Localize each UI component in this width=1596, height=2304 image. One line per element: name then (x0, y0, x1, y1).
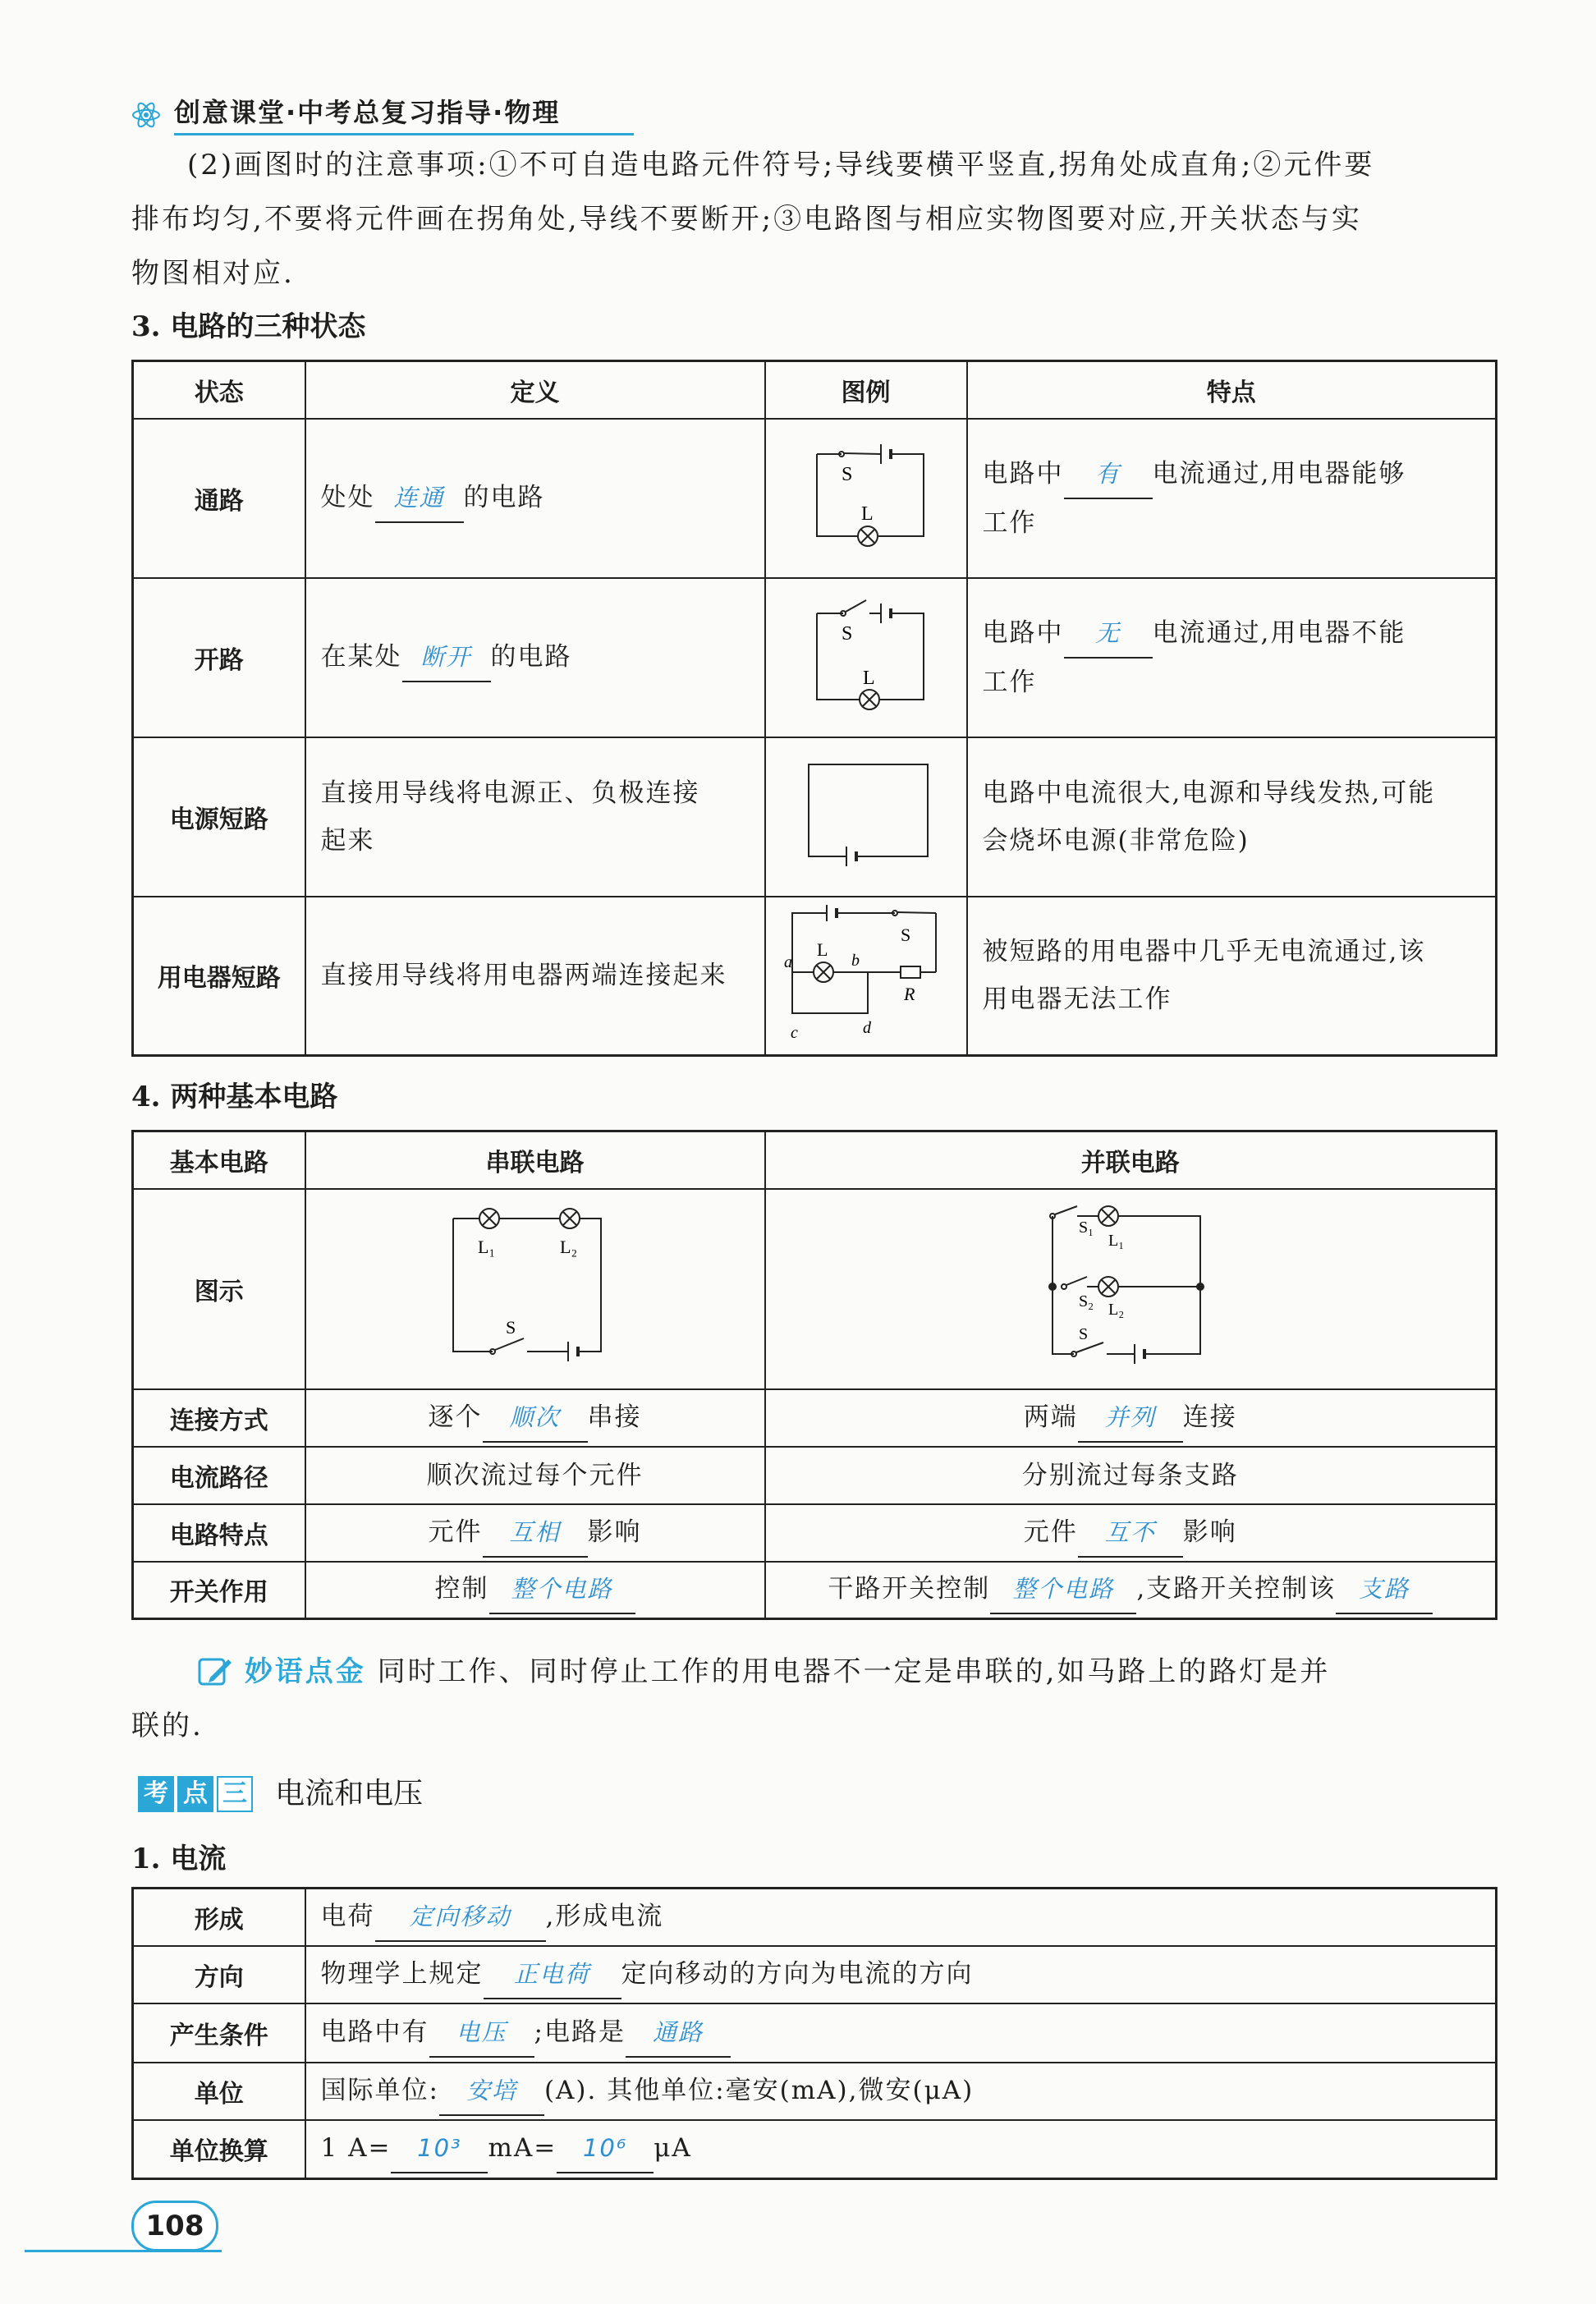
table-row (133, 2120, 1497, 2179)
lamp-l1-label: L₁ (477, 1236, 495, 1257)
table-row (133, 1562, 1497, 1619)
definition-cell: 直接用导线将用电器两端连接起来 (305, 897, 765, 1056)
answer-blank: 定向移动 (375, 1893, 546, 1942)
content-cell: 物理学上规定 正电荷 定向移动的方向为电流的方向 (305, 1946, 1497, 2003)
badge-char-2: 点 (177, 1776, 213, 1812)
parallel-cell: 元件 互不 影响 (765, 1504, 1497, 1562)
content-cell: 电荷 定向移动 ,形成电流 (305, 1889, 1497, 1946)
tip-line-1: 同时工作、同时停止工作的用电器不一定是串联的,如马路上的路灯是并 (377, 1655, 1331, 1688)
row-label: 单位 (133, 2063, 305, 2120)
answer-blank: 有 (1064, 450, 1153, 499)
table-row (133, 2003, 1497, 2063)
pencil-note-icon (197, 1655, 233, 1687)
header-basic-circuit: 基本电路 (133, 1131, 305, 1189)
switch-s2-label: S₂ (1078, 1292, 1094, 1310)
circuit-states-table (131, 360, 1497, 1057)
table-row (133, 737, 1497, 897)
lamp-l1-label: L₁ (1108, 1231, 1124, 1250)
lamp-label: L (862, 667, 875, 689)
basic-circuits-table (131, 1130, 1497, 1620)
answer-blank: 整个电路 (990, 1565, 1136, 1614)
node-d-label: d (862, 1019, 871, 1038)
atom-icon (131, 100, 161, 130)
node-c-label: c (790, 1024, 798, 1043)
header-rule (174, 133, 634, 135)
node-a-label: a (783, 953, 792, 972)
state-label: 开路 (133, 578, 305, 737)
series-cell: 顺次流过每个元件 (305, 1447, 765, 1504)
feature-cell: 被短路的用电器中几乎无电流通过,该 用电器无法工作 (967, 897, 1497, 1056)
answer-blank: 10³ (391, 2124, 488, 2173)
section-3-title: 3. 电路的三种状态 (131, 310, 366, 343)
table-row (133, 1447, 1497, 1504)
content-cell: 电路中有 电压 ;电路是 通路 (305, 2003, 1497, 2063)
state-label: 用电器短路 (133, 897, 305, 1056)
header-state: 状态 (133, 361, 305, 419)
answer-blank: 电压 (429, 2008, 534, 2058)
row-label: 电路特点 (133, 1504, 305, 1562)
table-row (133, 2063, 1497, 2120)
feature-cell: 电路中 有 电流通过,用电器能够 工作 (967, 419, 1497, 578)
lamp-label: L (816, 939, 828, 961)
tip-line-2: 联的. (131, 1710, 204, 1742)
lamp-l2-label: L₂ (1108, 1300, 1124, 1319)
current-section-title: 1. 电流 (131, 1843, 227, 1875)
row-label: 方向 (133, 1946, 305, 2003)
row-label: 电流路径 (133, 1447, 305, 1504)
content-cell: 国际单位: 安培 (A). 其他单位:毫安(mA),微安(μA) (305, 2063, 1497, 2120)
node-b-label: b (851, 952, 860, 971)
tip-paragraph (131, 1645, 1498, 1753)
switch-label: S (841, 622, 852, 645)
answer-blank: 整个电路 (489, 1565, 635, 1614)
state-label: 电源短路 (133, 737, 305, 897)
header-title: 创意课堂·中考总复习指导·物理 (174, 97, 561, 128)
answer-blank: 互相 (483, 1508, 588, 1558)
badge-char-3: 三 (217, 1776, 253, 1812)
content-cell: 1 A= 10³ mA= 10⁶ μA (305, 2120, 1497, 2179)
lamp-l2-label: L₂ (559, 1236, 577, 1257)
open-circuit-diagram (765, 578, 967, 737)
switch-s-label: S (1078, 1324, 1088, 1343)
parallel-cell: 两端 并列 连接 (765, 1389, 1497, 1447)
answer-blank: 并列 (1078, 1393, 1183, 1443)
section-4-title: 4. 两种基本电路 (131, 1081, 338, 1113)
row-label: 开关作用 (133, 1562, 305, 1619)
intro-line-3: 物图相对应. (131, 257, 295, 290)
parallel-cell: 干路开关控制 整个电路 ,支路开关控制该 支路 (765, 1562, 1497, 1619)
appliance-short-circuit-diagram (765, 897, 967, 1056)
series-cell: 元件 互相 影响 (305, 1504, 765, 1562)
table-row (133, 897, 1497, 1056)
series-cell: 控制 整个电路 (305, 1562, 765, 1619)
badge-char-1: 考 (138, 1776, 174, 1812)
source-short-circuit-diagram (765, 737, 967, 897)
table-row (133, 1504, 1497, 1562)
header-parallel: 并联电路 (765, 1131, 1497, 1189)
switch-label: S (505, 1316, 516, 1338)
row-label: 连接方式 (133, 1389, 305, 1447)
table-row (133, 419, 1497, 578)
switch-s1-label: S₁ (1078, 1218, 1094, 1237)
feature-cell: 电路中 无 电流通过,用电器不能 工作 (967, 578, 1497, 737)
diagram-row-label: 图示 (133, 1189, 305, 1389)
header-features: 特点 (967, 361, 1497, 419)
answer-blank: 正电荷 (484, 1950, 621, 1999)
intro-paragraph (131, 138, 1498, 301)
state-label: 通路 (133, 419, 305, 578)
definition-cell: 处处 连通 的电路 (305, 419, 765, 578)
series-cell: 逐个 顺次 串接 (305, 1389, 765, 1447)
resistor-label: R (903, 984, 915, 1005)
header-definition: 定义 (305, 361, 765, 419)
feature-cell: 电路中电流很大,电源和导线发热,可能 会烧坏电源(非常危险) (967, 737, 1497, 897)
table-row (133, 1189, 1497, 1389)
table-row (133, 578, 1497, 737)
parallel-circuit-diagram (765, 1189, 1497, 1389)
row-label: 单位换算 (133, 2120, 305, 2179)
answer-blank: 互不 (1078, 1508, 1183, 1558)
definition-cell: 直接用导线将电源正、负极连接 起来 (305, 737, 765, 897)
kaodian-title: 电流和电压 (275, 1777, 424, 1811)
series-circuit-diagram (305, 1189, 765, 1389)
answer-blank: 顺次 (483, 1393, 588, 1443)
tip-label: 妙语点金 (244, 1655, 366, 1688)
switch-label: S (841, 463, 852, 485)
closed-circuit-diagram (765, 419, 967, 578)
header-series: 串联电路 (305, 1131, 765, 1189)
table-row (133, 1946, 1497, 2003)
answer-blank: 支路 (1336, 1565, 1433, 1614)
table-row (133, 1389, 1497, 1447)
row-label: 形成 (133, 1889, 305, 1946)
parallel-cell: 分别流过每条支路 (765, 1447, 1497, 1504)
header-diagram: 图例 (765, 361, 967, 419)
row-label: 产生条件 (133, 2003, 305, 2063)
answer-blank: 断开 (402, 633, 491, 682)
intro-line-2: 排布均匀,不要将元件画在拐角处,导线不要断开;③电路图与相应实物图要对应,开关状态与实 (131, 203, 1362, 236)
page-number: 108 (131, 2201, 218, 2251)
current-table (131, 1887, 1497, 2180)
answer-blank: 安培 (439, 2067, 544, 2116)
answer-blank: 无 (1064, 609, 1153, 659)
answer-blank: 连通 (375, 474, 464, 523)
switch-label: S (900, 925, 910, 946)
answer-blank: 10⁶ (557, 2124, 654, 2173)
definition-cell: 在某处 断开 的电路 (305, 578, 765, 737)
lamp-label: L (860, 503, 874, 525)
intro-line-1: (2)画图时的注意事项:①不可自造电路元件符号;导线要横平竖直,拐角处成直角;②元件要 (187, 149, 1375, 181)
answer-blank: 通路 (626, 2008, 731, 2058)
table-row (133, 1889, 1497, 1946)
kaodian-badge (138, 1770, 423, 1812)
